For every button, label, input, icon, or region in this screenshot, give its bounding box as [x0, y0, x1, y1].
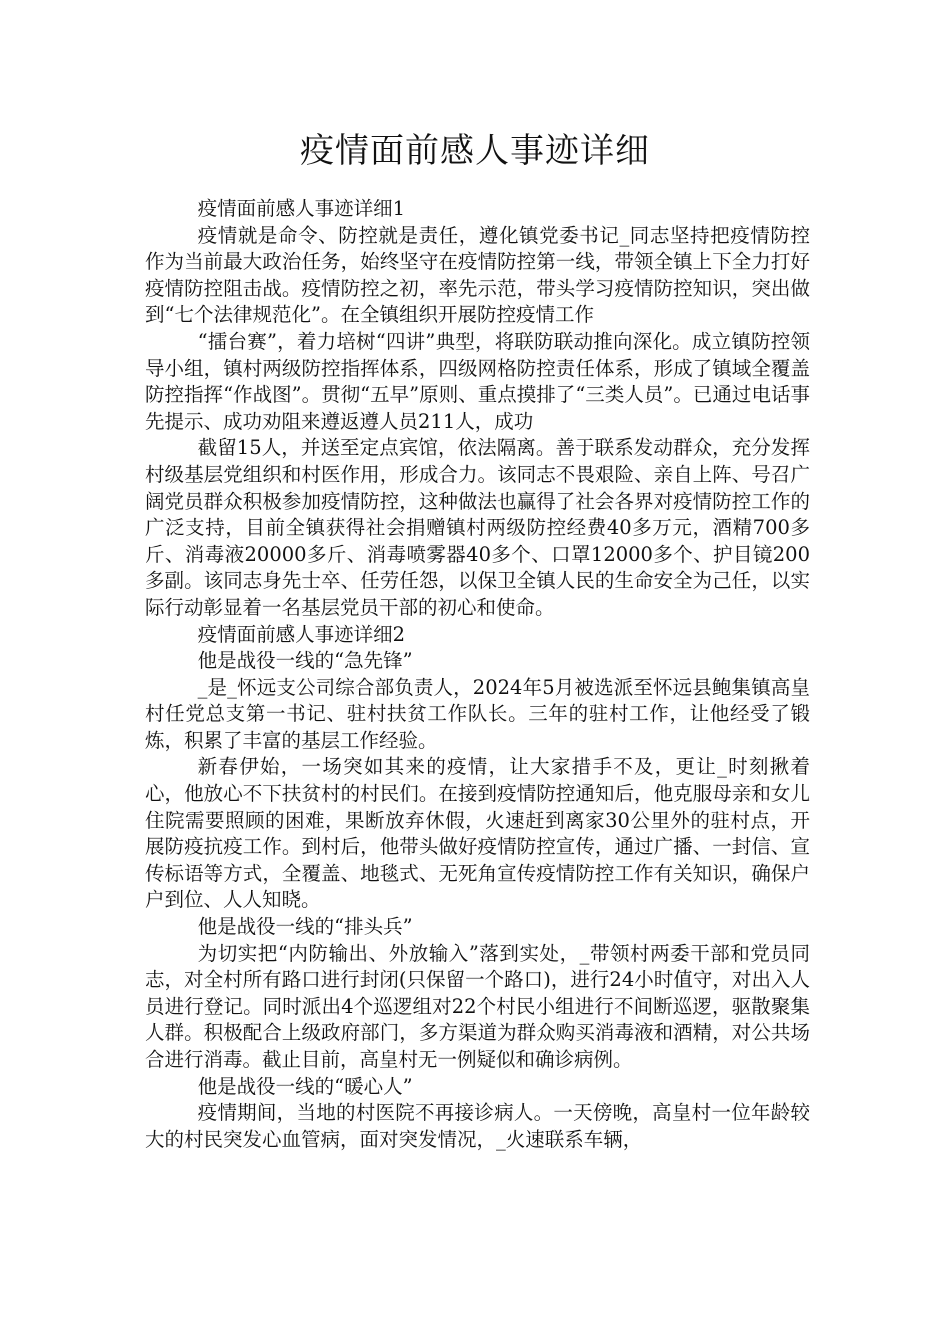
document-body [145, 196, 810, 1153]
section-heading: 疫情面前感人事迹详细1 [197, 197, 406, 220]
section-heading: 疫情面前感人事迹详细2 [197, 622, 406, 646]
body-paragraph: 新春伊始，一场突如其来的疫情，让大家措手不及，更让_时刻揪着心，他放心不下扶贫村的村民们。在接到疫情防控通知后，他克服母亲和女儿住院需要照顾的困难，果断放弃休假，火速赶到离家30公里外的驻村点，开展防疫抗疫工作。到村后，他带头做好疫情防控宣传，通过广播、一封信、宣传标语等方式，全覆盖、地毯式、无死角宣传疫情防控工作有关知识，确保户户到位、人人知晓。 [145, 755, 810, 912]
body-paragraph: 截留15人，并送至定点宾馆，依法隔离。善于联系发动群众，充分发挥村级基层党组织和村医作用，形成合力。该同志不畏艰险、亲自上阵、号召广阔党员群众积极参加疫情防控，这种做法也赢得了社会各界对疫情防控工作的广泛支持，目前全镇获得社会捐赠镇村两级防控经费40多万元，酒精700多斤、消毒液20000多斤、消毒喷雾器40多个、口罩12000多个、护目镜200多副。该同志身先士卒、任劳任怨，以保卫全镇人民的生命安全为己任，以实际行动彰显着一名基层党员干部的初心和使命。 [145, 436, 810, 619]
body-paragraph: 为切实把“内防输出、外放输入”落到实处，_带领村两委干部和党员同志，对全村所有路口进行封闭(只保留一个路口)，进行24小时值守，对出入人员进行登记。同时派出4个巡逻组对22个村民小组进行不间断巡逻，驱散聚集人群。积极配合上级政府部门，多方渠道为群众购买消毒液和酒精，对公共场合进行消毒。截止目前，高皇村无一例疑似和确诊病例。 [145, 941, 810, 1071]
section-heading: 他是战役一线的“排头兵” [197, 915, 413, 939]
body-paragraph: 疫情就是命令、防控就是责任，遵化镇党委书记_同志坚持把疫情防控作为当前最大政治任务，始终坚守在疫情防控第一线，带领全镇上下全力打好疫情防控阻击战。疫情防控之初，率先示范，带头学习疫情防控知识，突出做到“七个法律规范化”。在全镇组织开展防控疫情工作 [145, 223, 810, 327]
body-paragraph: “擂台赛”，着力培树“四讲”典型，将联防联动推向深化。成立镇防控领导小组，镇村两级防控指挥体系，四级网格防控责任体系，形成了镇域全覆盖防控指挥“作战图”。贯彻“五早”原则、重点摸排了“三类人员”。已通过电话事先提示、成功劝阻来遵返遵人员211人，成功 [145, 329, 810, 433]
body-paragraph: _是_怀远支公司综合部负责人，2024年5月被选派至怀远县鲍集镇高皇村任党总支第一书记、驻村扶贫工作队长。三年的驻村工作，让他经受了锻炼，积累了丰富的基层工作经验。 [145, 675, 810, 752]
document-title: 疫情面前感人事迹详细 [300, 131, 650, 171]
section-heading: 他是战役一线的“急先锋” [197, 649, 413, 673]
body-paragraph: 疫情期间，当地的村医院不再接诊病人。一天傍晚，高皇村一位年龄较大的村民突发心血管病，面对突发情况，_火速联系车辆， [145, 1101, 810, 1151]
section-heading: 他是战役一线的“暖心人” [197, 1074, 413, 1098]
